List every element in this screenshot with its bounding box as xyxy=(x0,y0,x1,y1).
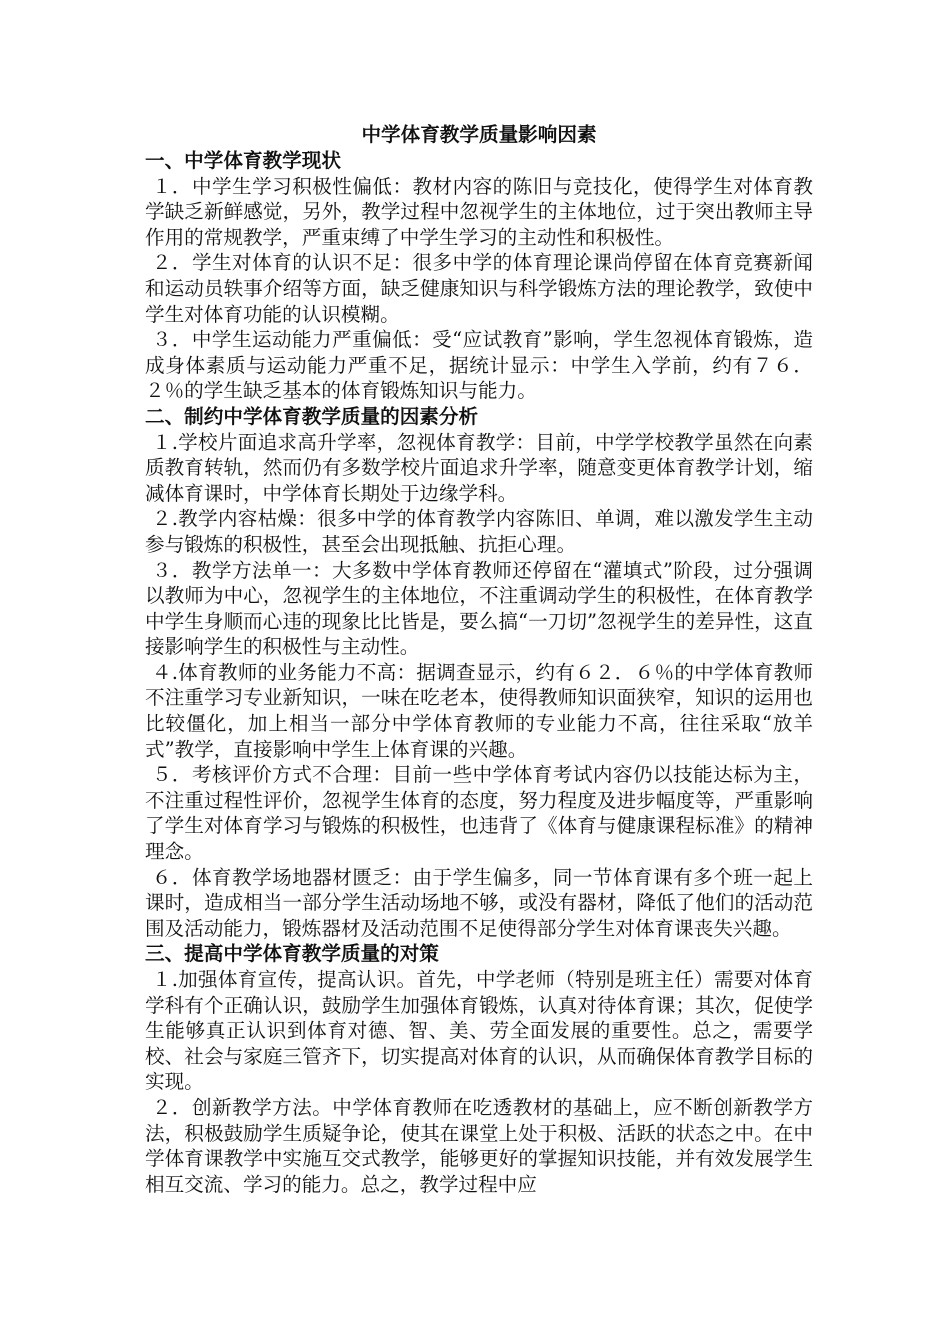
section-2 xyxy=(145,404,813,941)
section-3 xyxy=(145,941,813,1197)
paragraph: ６．体育教学场地器材匮乏：由于学生偏多，同一节体育课有多个班一起上课时，造成相当一部分学生活动场地不够，或没有器材，降低了他们的活动范围及活动能力，锻炼器材及活动范围不足使得部分学生对体育课丧失兴趣。 xyxy=(145,865,813,940)
paragraph: １.加强体育宣传，提高认识。首先，中学老师（特别是班主任）需要对体育学科有个正确认识，鼓励学生加强体育锻炼，认真对待体育课；其次，促使学生能够真正认识到体育对德、智、美、劳全面发展的重要性。总之，需要学校、社会与家庭三管齐下，切实提高对体育的认识，从而确保体育教学目标的实现。 xyxy=(145,968,813,1094)
paragraph: ３．中学生运动能力严重偏低：受“应试教育”影响，学生忽视体育锻炼，造成身体素质与运动能力严重不足，据统计显示：中学生入学前，约有７６．２％的学生缺乏基本的体育锻炼知识与能力。 xyxy=(145,328,813,403)
paragraph: １.学校片面追求高升学率，忽视体育教学：目前，中学学校教学虽然在向素质教育转轨，然而仍有多数学校片面追求升学率，随意变更体育教学计划，缩减体育课时，中学体育长期处于边缘学科。 xyxy=(145,430,813,505)
section-heading: 三、提高中学体育教学质量的对策 xyxy=(145,942,439,966)
section-heading: 一、中学体育教学现状 xyxy=(145,149,341,172)
paragraph: ４.体育教师的业务能力不高：据调查显示，约有６２．６％的中学体育教师不注重学习专业新知识，一味在吃老本，使得教师知识面狭窄，知识的运用也比较僵化，加上相当一部分中学体育教师的专业能力不高，往往采取“放羊式”教学，直接影响中学生上体育课的兴趣。 xyxy=(145,660,813,761)
section-1 xyxy=(145,148,813,404)
paragraph: １．中学生学习积极性偏低：教材内容的陈旧与竞技化，使得学生对体育教学缺乏新鲜感觉，另外，教学过程中忽视学生的主体地位，过于突出教师主导作用的常规教学，严重束缚了中学生学习的主动性和积极性。 xyxy=(145,174,813,249)
paragraph: ２．创新教学方法。中学体育教师在吃透教材的基础上，应不断创新教学方法，积极鼓励学生质疑争论，使其在课堂上处于积极、活跃的状态之中。在中学体育课教学中实施互交式教学，能够更好的掌握知识技能，并有效发展学生相互交流、学习的能力。总之，教学过程中应 xyxy=(145,1095,813,1196)
paragraph: ５．考核评价方式不合理：目前一些中学体育考试内容仍以技能达标为主，不注重过程性评价，忽视学生体育的态度，努力程度及进步幅度等，严重影响了学生对体育学习与锻炼的积极性，也违背了《体育与健康课程标准》的精神理念。 xyxy=(145,763,813,864)
paragraph: ３．教学方法单一：大多数中学体育教师还停留在“灌填式”阶段，过分强调以教师为中心，忽视学生的主体地位，不注重调动学生的积极性，在体育教学中学生身顺而心违的现象比比皆是，要么搞“一刀切”忽视学生的差异性，这直接影响学生的积极性与主动性。 xyxy=(145,558,813,659)
document-page xyxy=(145,122,813,1197)
document-title: 中学体育教学质量影响因素 xyxy=(361,123,597,146)
paragraph: ２．学生对体育的认识不足：很多中学的体育理论课尚停留在体育竞赛新闻和运动员轶事介绍等方面，缺乏健康知识与科学锻炼方法的理论教学，致使中学生对体育功能的认识模糊。 xyxy=(145,251,813,326)
section-heading: 二、制约中学体育教学质量的因素分析 xyxy=(145,404,479,428)
paragraph: ２.教学内容枯燥：很多中学的体育教学内容陈旧、单调，难以激发学生主动参与锻炼的积极性，甚至会出现抵触、抗拒心理。 xyxy=(145,507,813,556)
